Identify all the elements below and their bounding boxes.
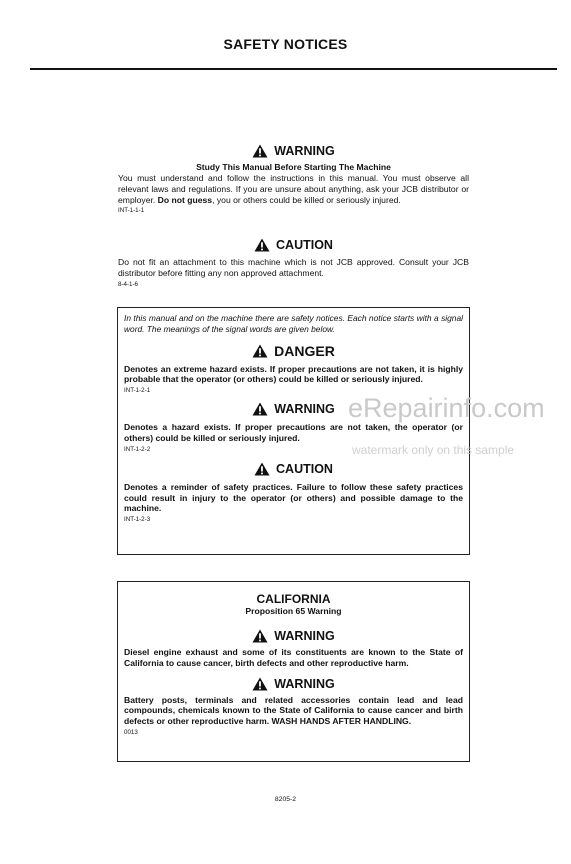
warning-triangle-icon (252, 344, 268, 358)
notice-caution-attachment (118, 237, 469, 289)
prop65-warning-exhaust (124, 628, 463, 669)
notice-ref: INT-1-1-1 (118, 207, 145, 215)
page-title: SAFETY NOTICES (223, 36, 348, 52)
california-title: CALIFORNIA (256, 592, 331, 606)
caution-definition (124, 461, 463, 524)
prop65-warning-battery (124, 676, 463, 737)
signal-words-box (117, 307, 470, 555)
warning-triangle-icon (252, 629, 268, 643)
signal-word: WARNING (274, 144, 335, 158)
notice-text: Do not fit an attachment to this machine which is not JCB approved. Consult your JCB distributor before fitting any non approved attachment. (118, 257, 469, 278)
signal-word: WARNING (274, 676, 335, 691)
california-subtitle: Proposition 65 Warning (245, 606, 342, 616)
warning-ref: 0013 (124, 728, 138, 736)
signal-word: CAUTION (276, 461, 333, 476)
warning-triangle-icon (254, 462, 270, 476)
watermark: eRepairinfo.com (348, 393, 545, 423)
warning-triangle-icon (252, 402, 268, 416)
notice-text: You must understand and follow the instructions in this manual. You must observe all relevant laws and regulations. If you are unsure about anything, ask your JCB distributor or employer. Do not guess, you or others could be killed or seriously injured. (118, 173, 469, 205)
definition-text: Denotes an extreme hazard exists. If proper precautions are not taken, it is highly probable that the operator (or others) could be killed or seriously injured. (124, 363, 463, 385)
warning-triangle-icon (252, 144, 268, 158)
warning-triangle-icon (254, 238, 270, 252)
notice-warning-study-manual (118, 143, 469, 215)
signal-word: DANGER (274, 342, 335, 359)
danger-definition (124, 343, 463, 396)
california-prop65-box (117, 581, 470, 762)
notice-ref: 8-4-1-6 (118, 280, 138, 288)
warning-text: Diesel engine exhaust and some of its constituents are known to the State of California to cause cancer, birth defects and other reproductive harm. (124, 647, 463, 668)
notice-subtitle: Study This Manual Before Starting The Machine (196, 162, 391, 172)
signal-word: WARNING (274, 402, 335, 417)
warning-triangle-icon (252, 677, 268, 691)
definition-text: Denotes a hazard exists. If proper precautions are not taken, the operator (or others) could be killed or seriously injured. (124, 422, 463, 443)
warning-text: Battery posts, terminals and related accessories contain lead and lead compounds, chemicals known to the State of California to cause cancer and birth defects or other reproductive harm. WASH HANDS AFTER HANDLING. (124, 694, 463, 727)
signal-word: CAUTION (276, 238, 333, 252)
watermark-subtext: watermark only on this sample (352, 443, 515, 457)
definition-ref: INT-1-2-3 (124, 516, 151, 524)
signal-word: WARNING (274, 629, 335, 643)
page-number: 8205-2 (274, 796, 297, 803)
definition-ref: INT-1-2-2 (124, 445, 151, 453)
definition-text: Denotes a reminder of safety practices. Failure to follow these safety practices could result in injury to the operator (or others) and possible damage to the machine. (124, 481, 463, 514)
title-rule (30, 68, 557, 70)
definition-ref: INT-1-2-1 (124, 387, 151, 395)
signal-words-intro: In this manual and on the machine there are safety notices. Each notice starts with a signal word. The meanings of the signal words are given below. (124, 313, 463, 334)
